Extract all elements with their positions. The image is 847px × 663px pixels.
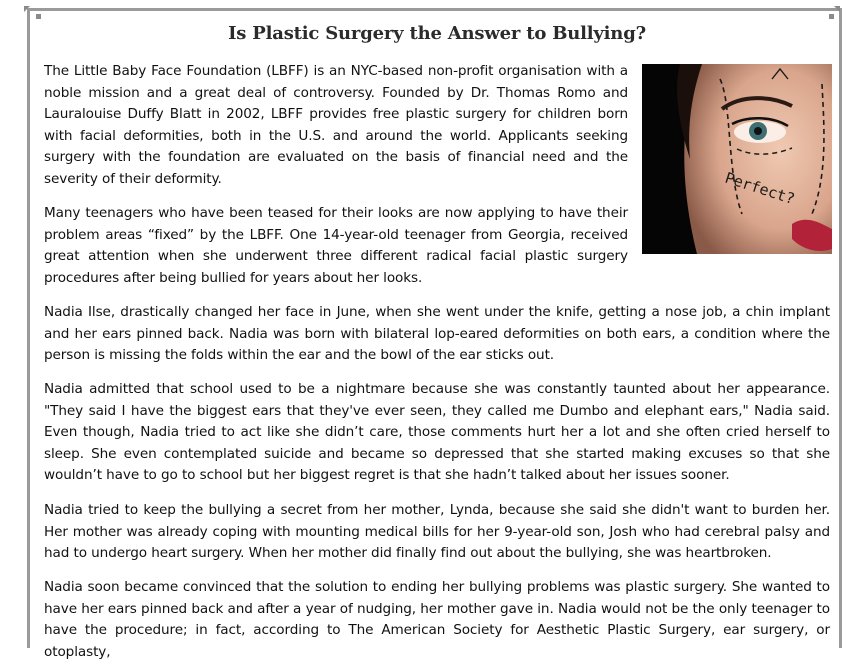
paragraph-3: Nadia Ilse, drastically changed her face in June, when she went under the knife, getting a nose job, a chin implant and her ears pinned back. Nadia was born with bilateral lop-eared deformities on both ears, a condition where the person is missing the folds within the ear and the bowl of the ear sticks out. bbox=[44, 304, 830, 364]
article-photo bbox=[642, 64, 832, 254]
paragraph-4: Nadia admitted that school used to be a nightmare because she was constantly taunted about her appearance. "They said I have the biggest ears that they've ever seen, they called me Dumbo and elephant ears," Nadia said. Even though, Nadia tried to act like she didn’t care, those comments hurt her a lot and she often cried herself to sleep. She even contemplated suicide and became so depressed that she started making excuses so that she wouldn’t have to go to school but her biggest regret is that she hadn’t talked about her issues sooner. bbox=[44, 381, 830, 484]
paragraph-2: Many teenagers who have been teased for their looks are now applying to have their problem areas “fixed” by the LBFF. One 14-year-old teenager from Georgia, received great attention when she underwent three different radical facial plastic surgery procedures after being bullied for years about her looks. bbox=[44, 205, 628, 286]
frame-mark-left bbox=[36, 14, 41, 19]
paragraph-5: Nadia tried to keep the bullying a secret from her mother, Lynda, because she said she didn't want to burden her. Her mother was already coping with mounting medical bills for her 9-year-old son, Josh who had cerebral palsy and had to undergo heart surgery. When her mother did finally find out about the bullying, she was heartbroken. bbox=[44, 502, 830, 562]
paragraph-1: The Little Baby Face Foundation (LBFF) is an NYC-based non-profit organisation with a noble mission and a great deal of controversy. Founded by Dr. Thomas Romo and Lauralouise Duffy Blatt in 2002, LBFF provides free plastic surgery for children born with facial deformities, both in the U.S. and around the world. Applicants seeking surgery with the foundation are evaluated on the basis of financial need and the severity of their deformity. bbox=[44, 63, 628, 187]
frame-corner-left bbox=[24, 6, 30, 12]
article-title: Is Plastic Surgery the Answer to Bullying? bbox=[228, 23, 646, 44]
paragraph-6: Nadia soon became convinced that the solution to ending her bullying problems was plastic surgery. She wanted to have her ears pinned back and after a year of nudging, her mother gave in. Nadia would not be the only teenager to have the procedure; in fact, according to The American Society for Aesthetic Plastic Surgery, ear surgery, or otoplasty, bbox=[44, 579, 830, 660]
frame-corner-right bbox=[834, 6, 840, 12]
face-with-surgery-marks-image bbox=[642, 64, 832, 254]
image-handwritten-text: Perfect? bbox=[722, 168, 798, 209]
frame-mark-right bbox=[829, 14, 834, 19]
